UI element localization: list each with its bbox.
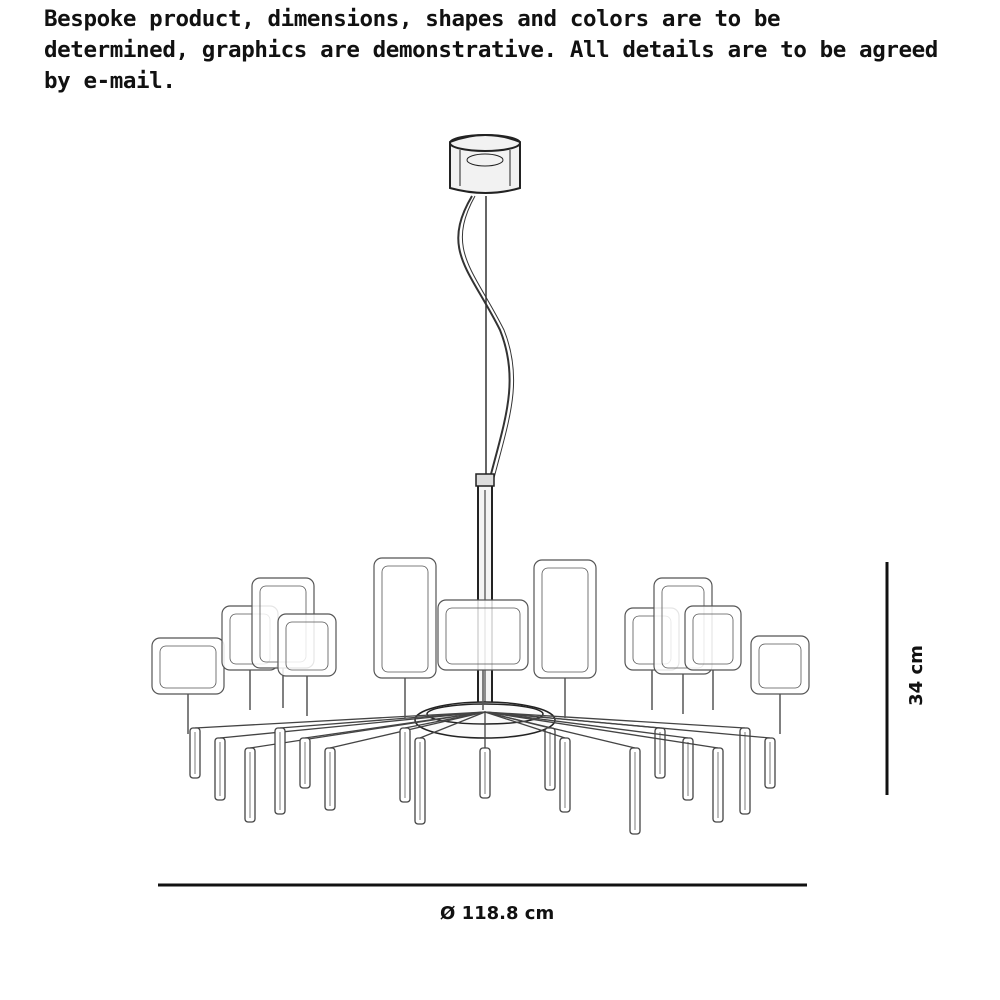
lamp-shade xyxy=(751,636,809,734)
suspension xyxy=(458,196,513,478)
ceiling-canopy xyxy=(450,135,520,193)
diameter-label: Ø 118.8 cm xyxy=(440,903,555,924)
lamp-shade xyxy=(685,606,741,710)
lamp-shade xyxy=(374,558,436,718)
lamp-shade xyxy=(534,560,596,718)
lamp-shade xyxy=(438,600,528,710)
central-stem xyxy=(476,474,494,718)
lamp-shade xyxy=(278,614,336,716)
disclaimer-text: Bespoke product, dimensions, shapes and colors are to be determined, graphics are demonstrative. All details are to be agreed by e-mail. xyxy=(44,6,938,94)
height-label: 34 cm xyxy=(905,645,927,706)
lamp-shade xyxy=(152,638,224,734)
